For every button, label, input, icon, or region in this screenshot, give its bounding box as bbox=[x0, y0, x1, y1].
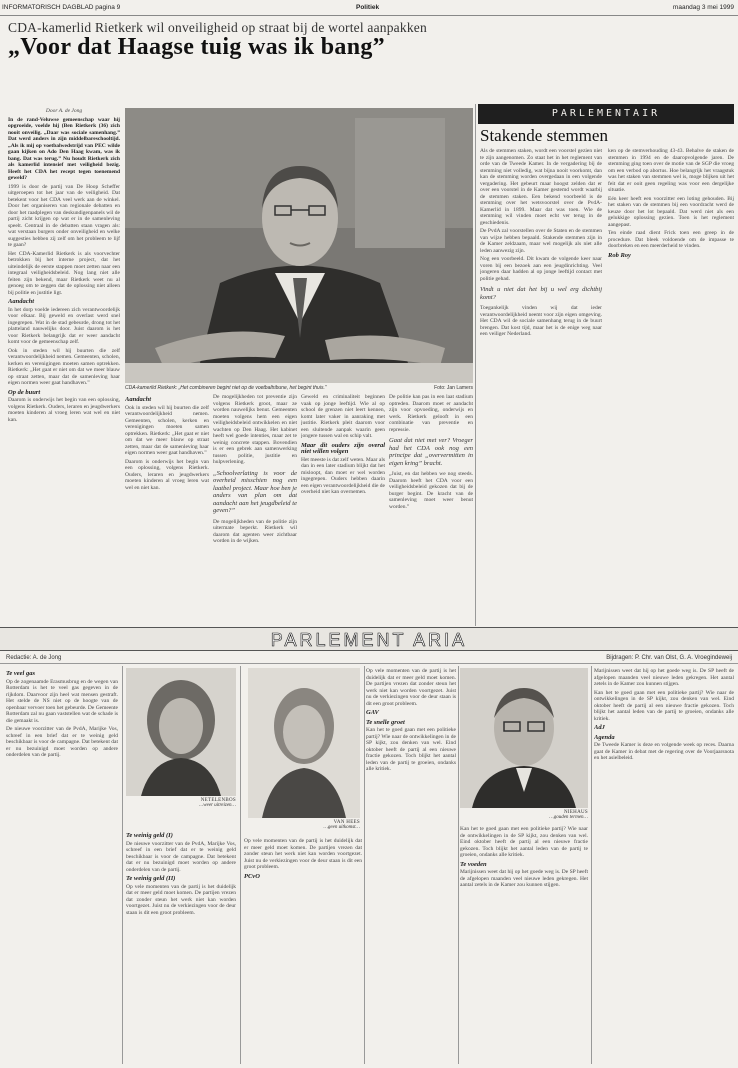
portrait-tag-3 bbox=[460, 810, 588, 820]
article-paragraph: 1999 is door de partij van De Hoop Scheffer uitgeroepen tot het jaar van de veiligheid. Dat betekent voor het CDA veel werk aan de winkel. Door het organiseren van regionale debatten en door het raadplegen van deskundigenpanels wil de partij zicht krijgen op wat er in de samenleving speelt. Centraal in de debatten staan vragen als: wat verstaan burgers onder onveiligheid en welke suggesties hebben zij zelf om het probleem te lijf te gaan? bbox=[8, 183, 120, 248]
portrait-caption: …geen uitkomst… bbox=[323, 825, 360, 830]
sidebar-paragraph: Nog een voorbeeld. Dit kwam de volgende keer naar voren bij een bezoek aan een jeugdinrichting. Veel jongeren daar hadden al op jonge leeftijd contact met politie gehad. bbox=[480, 256, 602, 282]
portrait-name: NETELENBOS bbox=[200, 798, 236, 803]
article-paragraph: In het dorp voelde iedereen zich verantwoordelijk voor elkaar. Bij geweld en overlast werd snel ingegrepen. Wat in de stad gebeurde, drong tot het platteland nauwelijks door. Juist daarom is het voor Rietkerk belangrijk dat er weer aandacht komt voor de gemeenschap zelf. bbox=[8, 306, 120, 345]
sidebar-paragraph: Toegankelijk vinden wij dat ieder verantwoordelijkheid neemt voor zijn eigen omgeving. Het CDA wil de sociale samenhang terug in de buurt brengen. Dat kost tijd, maar het is de enige weg naar een veiliger Nederland. bbox=[480, 305, 602, 337]
sidebar-banner: PARLEMENTAIR bbox=[478, 104, 734, 124]
portrait-tag-2 bbox=[248, 820, 360, 830]
article-paragraph: Ook in steden wil hij buurten die zelf verantwoordelijkheid nemen. Gemeenten, scholen, kerken en verenigingen moeten samen optrekken. Rietkerk: „Het gaat er niet om dat we meer blauw op straat zetten, maar dat de samenleving haar eigen normen weer gaat handhaven.” bbox=[8, 347, 120, 386]
lower-subheading: Te veel gas bbox=[6, 670, 35, 677]
lower-paragraph: Op vele momenten van de partij is het duidelijk dat er meer geld moet komen. De partijen vrezen dat zonder steun het werk niet kan worden voortgezet. Juist nu de verkiezingen voor de deur staan is dit een groot probleem. bbox=[126, 883, 236, 916]
article-paragraph: Ook in steden wil hij buurten die zelf verantwoordelijkheid nemen. Gemeenten, scholen, kerken en verenigingen moeten samen optrekken. Rietkerk: „Het gaat er niet om dat we meer blauw op straat zetten, maar dat de samenleving haar eigen normen weer gaat handhaven.” bbox=[125, 404, 209, 456]
lower-paragraph: Op vele momenten van de partij is het duidelijk dat er meer geld moet komen. De partijen vrezen dat zonder steun het werk niet kan worden voortgezet. Juist nu de verkiezingen voor de deur staan is dit een groot probleem. bbox=[244, 838, 362, 870]
lower-column-5 bbox=[460, 826, 588, 1064]
article-paragraph: Het CDA-Kamerlid Rietkerk is als voorvechter betrokken bij het interne project, dat het uiteindelijk de eerste stappen moet zetten naar een integraal veiligheidsbeleid. Nog lang niet alle feiten zijn bekend, maar Rietkerk weet nu al genoeg om te zeggen dat de oplossing niet alleen bij politie en justitie ligt. bbox=[8, 250, 120, 296]
sidebar-paragraph: Als de stemmen staken, wordt een voorstel gezien niet te zijn aangenomen. Zo staat het in het reglement van orde van de Tweede Kamer. In de vergadering bij de stemming niet volledig, wat bijna nooit voorkomt, dan kan de stemming worden overgedaan in een volgende vergadering. Het gebeurt maar hoogst zelden dat er over een voorstel in de Kamer gestemd wordt waarbij de stemmen staken. Een bekend voorbeeld is de stemming over het wetsvoorstel over de PvdA-Kamerlid in 1899. Maar dat was toen. Wie de stemming wil vinden moet echt ver terug in de geschiedenis. bbox=[480, 148, 602, 226]
lower-column-4 bbox=[366, 668, 456, 1064]
article-paragraph: De politie kan pas in een laat stadium optreden. Daarom moet er aandacht zijn voor opvoeding, onderwijs en werk. Rietkerk gelooft in een combinatie van preventie en repressie. bbox=[389, 394, 473, 433]
lower-subheading: Te weinig geld (I) bbox=[126, 832, 173, 839]
lower-column-1 bbox=[6, 668, 118, 1064]
article-kicker: CDA-kamerlid Rietkerk wil onveiligheid op straat bij de wortel aanpakken bbox=[8, 20, 427, 35]
column-divider bbox=[364, 666, 365, 1064]
portrait-illustration bbox=[125, 108, 473, 383]
article-column-4 bbox=[301, 394, 385, 626]
column-divider bbox=[122, 666, 123, 1064]
masthead-paper: INFORMATORISCH DAGBLAD pagina 9 bbox=[2, 4, 121, 11]
lower-signature: GAV bbox=[366, 709, 379, 716]
photo-caption-row bbox=[125, 385, 473, 391]
sidebar-paragraph: Ten einde raad dient Frick toen een greep in de procedure. Dat bleek voldoende om de impasse te doorbreken en een meerderheid te vinden. bbox=[608, 230, 734, 249]
lower-subheading: Te weinig geld (II) bbox=[126, 875, 176, 882]
photo-credit: Foto: Jan Lamers bbox=[434, 385, 473, 391]
article-paragraph: Het meeste is dat zelf weten. Maar als dan in een later stadium blijkt dat het misloopt, dan moet er wel worden ingegrepen. Ouders hebben daarin een eigen verantwoordelijkheid die de overheid niet kan overnemen. bbox=[301, 456, 385, 495]
portrait-vanhees bbox=[248, 668, 360, 818]
article-paragraph: De mogelijkheden tot preventie zijn volgens Rietkerk groot, maar ze worden nauwelijks benut. Gemeenten moeten volgens hem een eigen veiligheidsbeleid ontwikkelen en niet wachten op Den Haag. Het kabinet heeft wel goede intenties, maar zet te weinig concrete stappen. Bovendien is er een gebrek aan samenwerking tussen politie, justitie en hulpverlening. bbox=[213, 394, 297, 465]
woman-portrait-icon bbox=[248, 668, 360, 818]
portrait-niehaus bbox=[460, 668, 588, 808]
article-column-1 bbox=[8, 108, 120, 628]
article-photo bbox=[125, 108, 473, 383]
lower-paragraph: De Tweede Kamer is deze en volgende week op reces. Daarna gaat de Kamer in debat met de regering over de Voorjaarsnota en het asielbeleid. bbox=[594, 742, 734, 761]
portrait-caption: …gouden termen… bbox=[549, 815, 588, 820]
article-column-2 bbox=[125, 394, 209, 626]
lower-paragraph: Op de zogenaamde Erasmusbrug en de wegen van Rotterdam is het te veel gas gegeven in de rijkdom. Daarvoor zijn heel wat mensen gestraft. Het stelde de NS niet op de hoogte van de openbaar vervoer toen het gebeurde. De Gemeente Rotterdam zal nu gaan vaststellen wat de schade is die gemaakt is. bbox=[6, 678, 118, 724]
sidebar-column-2 bbox=[608, 148, 734, 626]
sidebar-column-1 bbox=[480, 148, 602, 626]
photo-caption: CDA-kamerlid Rietkerk: „Het combineren begint niet op de voetbaltribune, het begint thuis.” bbox=[125, 385, 327, 391]
lower-column-2 bbox=[126, 830, 236, 1064]
portrait-netelenbos bbox=[126, 668, 236, 796]
lower-paragraph: Kan het te goed gaan met een politieke partij? Wie naar de ontwikkelingen in de SP kijkt, zou denken van wel. Eind oktober heeft de partij al een nieuwe fractie gekozen. Toch blijkt het aantal leden van de partij te groeien, ondanks alle kritiek. bbox=[366, 727, 456, 772]
lower-signature: PCvO bbox=[244, 872, 260, 880]
article-column-5 bbox=[389, 394, 473, 626]
portrait-name: VAN HEES bbox=[333, 820, 360, 825]
lower-paragraph: Kan het te goed gaan met een politieke partij? Wie naar de ontwikkelingen in de SP kijkt, zou denken van wel. Eind oktober heeft de partij al een nieuwe fractie gekozen. Toch blijkt het aantal leden van de partij te groeien, ondanks alle kritiek. bbox=[460, 826, 588, 858]
sidebar-quote: Vindt u niet dat het bij u wel erg dichtbij komt? bbox=[480, 286, 602, 301]
lower-column-6 bbox=[594, 668, 734, 1064]
column-divider bbox=[458, 666, 459, 1064]
parlementaria-credits bbox=[0, 652, 738, 664]
article-paragraph: De mogelijkheden van de politie zijn uitermate beperkt. Rietkerk wil daarom dat agenten weer zichtbaar worden in de wijken. bbox=[213, 518, 297, 544]
article-subheading: Aandacht bbox=[8, 298, 35, 305]
lower-signature: AdJ bbox=[594, 724, 605, 731]
man-portrait-icon bbox=[460, 668, 588, 808]
column-divider bbox=[475, 104, 476, 626]
article-paragraph: Daarom is onderwijs het begin van een oplossing, volgens Rietkerk. Ouders, leraren en jeugdwerkers moeten kinderen al vroeg leren wat wel en niet kan. bbox=[125, 458, 209, 491]
sidebar-paragraph: De PvdA zal voorstellen over de Staten en de stemmen van wijze hebben bepaald. Stakende stemmen zijn in de Kamer zeldzaam, maar wel mogelijk als niet alle leden aanwezig zijn. bbox=[480, 228, 602, 254]
column-divider bbox=[240, 666, 241, 1064]
lower-paragraph: Op vele momenten van de partij is het duidelijk dat er meer geld moet komen. De partijen vrezen dat zonder steun het werk niet kan worden voortgezet. Juist nu de verkiezingen voor de deur staan is dit een groot probleem. bbox=[366, 668, 456, 707]
article-subheading: Maar dit ouders zijn overal niet willen volgen bbox=[301, 441, 385, 455]
lower-paragraph: De nieuwe voorzitter van de PvdA, Marijke Vos, schreef in een brief dat er te weinig geld beschikbaar is voor de campagne. Dat betekent dat er nu bezuinigd moet worden op andere onderdelen van de partij. bbox=[6, 726, 118, 758]
lower-column-3 bbox=[244, 838, 362, 1064]
lower-subheading: Te voeden bbox=[460, 860, 487, 868]
masthead-bar bbox=[0, 0, 738, 16]
lower-paragraph: Kan het te goed gaan met een politieke partij? Wie naar de ontwikkelingen in de SP kijkt, zou denken van wel. Eind oktober heeft de partij al een nieuwe fractie gekozen. Toch blijkt het aantal leden van de partij te groeien, ondanks alle kritiek. bbox=[594, 689, 734, 722]
article-byline: Door A. de Jong bbox=[45, 108, 83, 114]
lower-subheading: Agenda bbox=[594, 733, 615, 741]
article-subheading: Aandacht bbox=[125, 396, 152, 403]
sidebar-author: Rob Roy bbox=[608, 251, 631, 259]
lower-paragraph: Marijnissen weet dat hij op het goede weg is. De SP heeft de afgelopen maanden veel nieuwe leden gekregen. Het aantal zetels in de Kamer zou kunnen stijgen. bbox=[594, 668, 734, 687]
article-subheading: Op de buurt bbox=[8, 388, 41, 396]
article-paragraph: Geweld en criminaliteit beginnen vaak op jonge leeftijd. Wie al op school de grenzen niet leert kennen, komt later vaker in aanraking met justitie. Rietkerk pleit daarom voor een sluitende aanpak waarin geen jongere tussen wal en schip valt. bbox=[301, 394, 385, 439]
article-paragraph: Daarom is onderwijs het begin van een oplossing, volgens Rietkerk. Ouders, leraren en jeugdwerkers moeten kinderen al vroeg leren wat wel en niet kan. bbox=[8, 397, 120, 423]
article-pull-quote: Gaat dat niet met ver? Vroeger had het CDA ook nog een principe dat „oververmitten in eigen kring” bracht. bbox=[389, 437, 473, 467]
sidebar-paragraph: Eén keer heeft een voorzitter een loting gehouden. Bij het staken van de stemmen bij een voordracht werd de keuze door het lot bepaald. Dat werd niet als een gelukkige oplossing gezien. Toen is het reglement aangepast. bbox=[608, 195, 734, 228]
portrait-name: NIEHAUS bbox=[563, 810, 588, 815]
woman-portrait-icon bbox=[126, 668, 236, 796]
editor-credit: Redactie: A. de Jong bbox=[6, 655, 62, 661]
article-pull-quote: „Schoolverlating is voor de overheid misschien nog een laatbel project. Maar hoe ben je anders van plan om dat aandacht aan het jeugdbeleid te geven?” bbox=[213, 469, 297, 514]
lower-paragraph: Marijnissen weet dat hij op het goede weg is. De SP heeft de afgelopen maanden veel nieuwe leden gekregen. Het aantal zetels in de Kamer zou kunnen stijgen. bbox=[460, 869, 588, 888]
article-lead: In de rand-Veluwse gemeenschap waar hij opgroeide, voelde hij (Ben Rietkerk (36) zich nooit onveilig. „Daar was sociale samenhang.” Dat werd anders in zijn middelbareschooltijd. „Als ik mij op voetbalwedstrijd van PEC wilde gaan kijken on Ado Den Haag kwam, was ik bang. Dat was terug.” Nu houdt Rietkerk zich als kamerlid intensief met veiligheid bezig. Heeft het CDA het recept tegen toenemend geweld? bbox=[8, 116, 120, 181]
masthead-section: Politiek bbox=[356, 4, 380, 11]
masthead-date: maandag 3 mei 1999 bbox=[672, 4, 734, 11]
article-paragraph: „Juist, en dat hebben we nog steeds. Daarom heeft het CDA voor een veiligheidsbeleid gekozen dat bij de burger begint. De kracht van de samenleving moet weer benut worden.” bbox=[389, 471, 473, 510]
parlementaria-band: PARLEMENT ARIA bbox=[0, 627, 738, 651]
portrait-caption: …weer uitreizen… bbox=[198, 803, 236, 808]
portrait-tag-1 bbox=[126, 798, 236, 808]
lower-paragraph: De nieuwe voorzitter van de PvdA, Marijke Vos, schreef in een brief dat er te weinig geld beschikbaar is voor de campagne. Dat betekent dat er nu bezuinigd moet worden op andere onderdelen van de partij. bbox=[126, 840, 236, 873]
lower-subheading: Te snelle groet bbox=[366, 718, 405, 726]
sidebar-title: Stakende stemmen bbox=[480, 126, 608, 145]
column-divider bbox=[591, 666, 592, 1064]
article-headline: „Voor dat Haagse tuig was ik bang” bbox=[8, 34, 385, 60]
article-column-3 bbox=[213, 394, 297, 626]
contributors-credit: Bijdragen: P. Chr. van Olst, G. A. Vroegindeweij bbox=[606, 655, 732, 661]
sidebar-paragraph: ken op de stemverhouding 43-43. Behalve de staken de stemmen in 1994 en de daaropvolgende jaren. De stemming ging toen over de motie van de SGP die vroeg om een verbod op abortus. Hoe belangrijk het vraagstuk was het staken van stemmen wel is, moge blijken uit het feit dat er ooit geen regeling was voor een dergelijke situatie. bbox=[608, 148, 734, 193]
